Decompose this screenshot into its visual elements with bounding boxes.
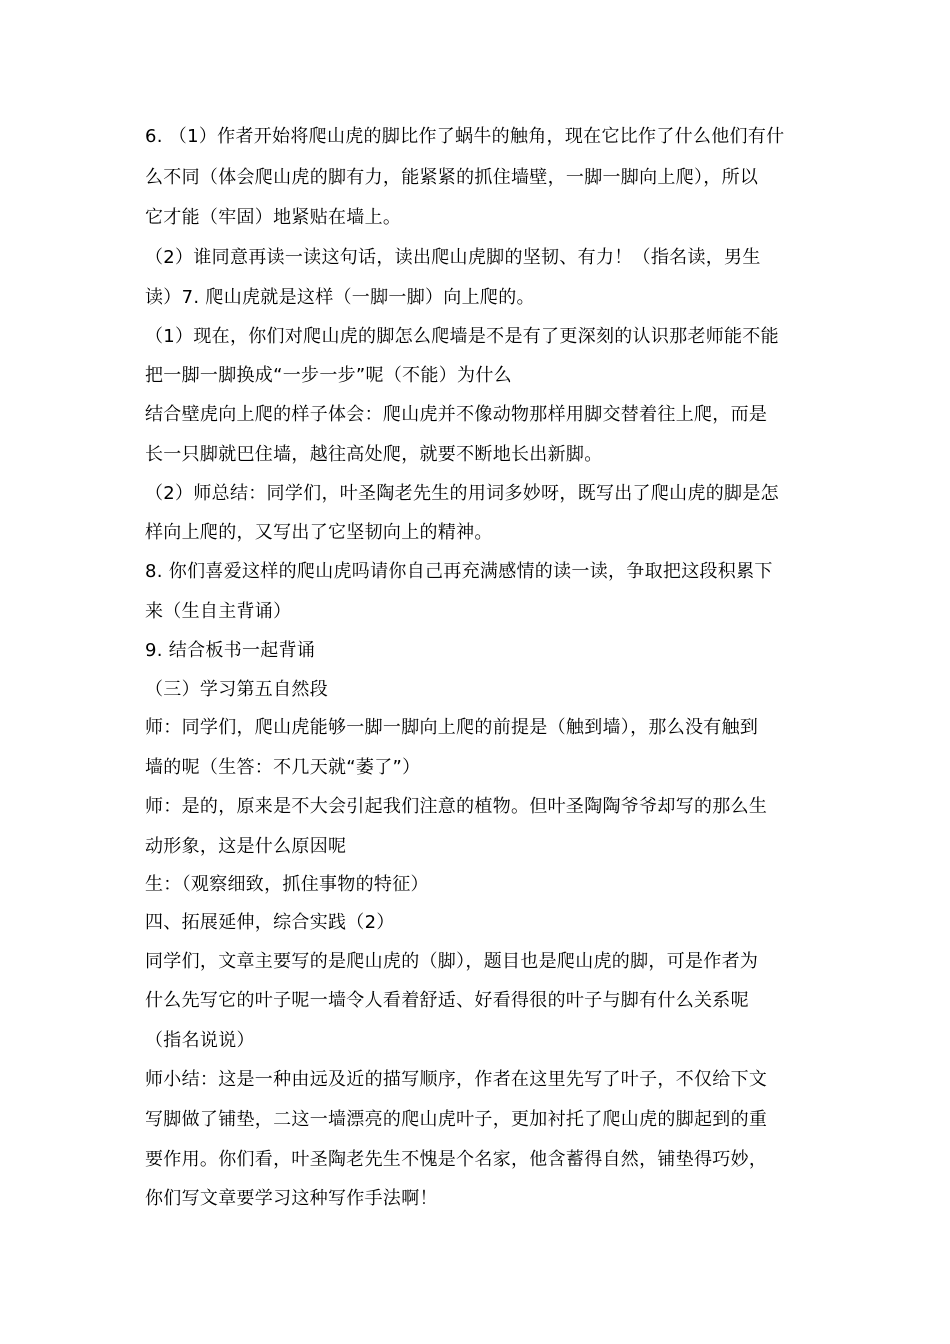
text-line: 样向上爬的，又写出了它坚韧向上的精神。 — [145, 522, 493, 543]
text-line: 要作用。你们看，叶圣陶老先生不愧是个名家，他含蓄得自然，铺垫得巧妙， — [145, 1149, 768, 1170]
text-line: 么不同（体会爬山虎的脚有力，能紧紧的抓住墙壁，一脚一脚向上爬），所以 — [145, 167, 759, 188]
text-line: 生：（观察细致，抓住事物的特征） — [145, 874, 429, 895]
text-line: 师：是的，原来是不大会引起我们注意的植物。但叶圣陶陶爷爷却写的那么生 — [145, 796, 768, 817]
text-line: 师小结：这是一种由远及近的描写顺序，作者在这里先写了叶子，不仅给下文 — [145, 1069, 768, 1090]
text-line: 你们写文章要学习这种写作手法啊！ — [145, 1188, 438, 1209]
text-line: 把一脚一脚换成“一步一步”呢（不能）为什么 — [145, 365, 512, 386]
text-line: 写脚做了铺垫，二这一墙漂亮的爬山虎叶子，更加衬托了爬山虎的脚起到的重 — [145, 1109, 768, 1130]
text-line: 8. 你们喜爱这样的爬山虎吗请你自己再充满感情的读一读，争取把这段积累下 — [145, 561, 773, 582]
text-line: （2）师总结：同学们，叶圣陶老先生的用词多妙呀，既写出了爬山虎的脚是怎 — [145, 483, 779, 504]
text-line: 什么先写它的叶子呢一墙令人看着舒适、好看得很的叶子与脚有什么关系呢 — [145, 990, 749, 1011]
text-line: 同学们，文章主要写的是爬山虎的（脚），题目也是爬山虎的脚，可是作者为 — [145, 951, 759, 972]
text-line: 来（生自主背诵） — [145, 601, 292, 622]
text-line: 读）7. 爬山虎就是这样（一脚一脚）向上爬的。 — [145, 287, 535, 308]
text-line: （2）谁同意再读一读这句话，读出爬山虎脚的坚韧、有力！（指名读，男生 — [145, 247, 761, 268]
text-line: （指名说说） — [145, 1030, 255, 1051]
text-line: 它才能（牢固）地紧贴在墙上。 — [145, 207, 402, 228]
text-line: 结合壁虎向上爬的样子体会：爬山虎并不像动物那样用脚交替着往上爬，而是 — [145, 404, 768, 425]
text-line: 9. 结合板书一起背诵 — [145, 640, 316, 661]
text-line: 墙的呢（生答：不几天就“萎了”） — [145, 757, 421, 778]
text-line: 动形象，这是什么原因呢 — [145, 836, 347, 857]
text-line: （1）现在，你们对爬山虎的脚怎么爬墙是不是有了更深刻的认识那老师能不能 — [145, 326, 779, 347]
section-heading: 四、拓展延伸，综合实践（2） — [145, 912, 395, 933]
text-line: 师：同学们，爬山虎能够一脚一脚向上爬的前提是（触到墙），那么没有触到 — [145, 717, 759, 738]
text-line: 6. （1）作者开始将爬山虎的脚比作了蜗牛的触角，现在它比作了什么他们有什 — [145, 126, 785, 147]
section-heading: （三）学习第五自然段 — [145, 679, 328, 700]
text-line: 长一只脚就巴住墙，越往高处爬，就要不断地长出新脚。 — [145, 444, 603, 465]
